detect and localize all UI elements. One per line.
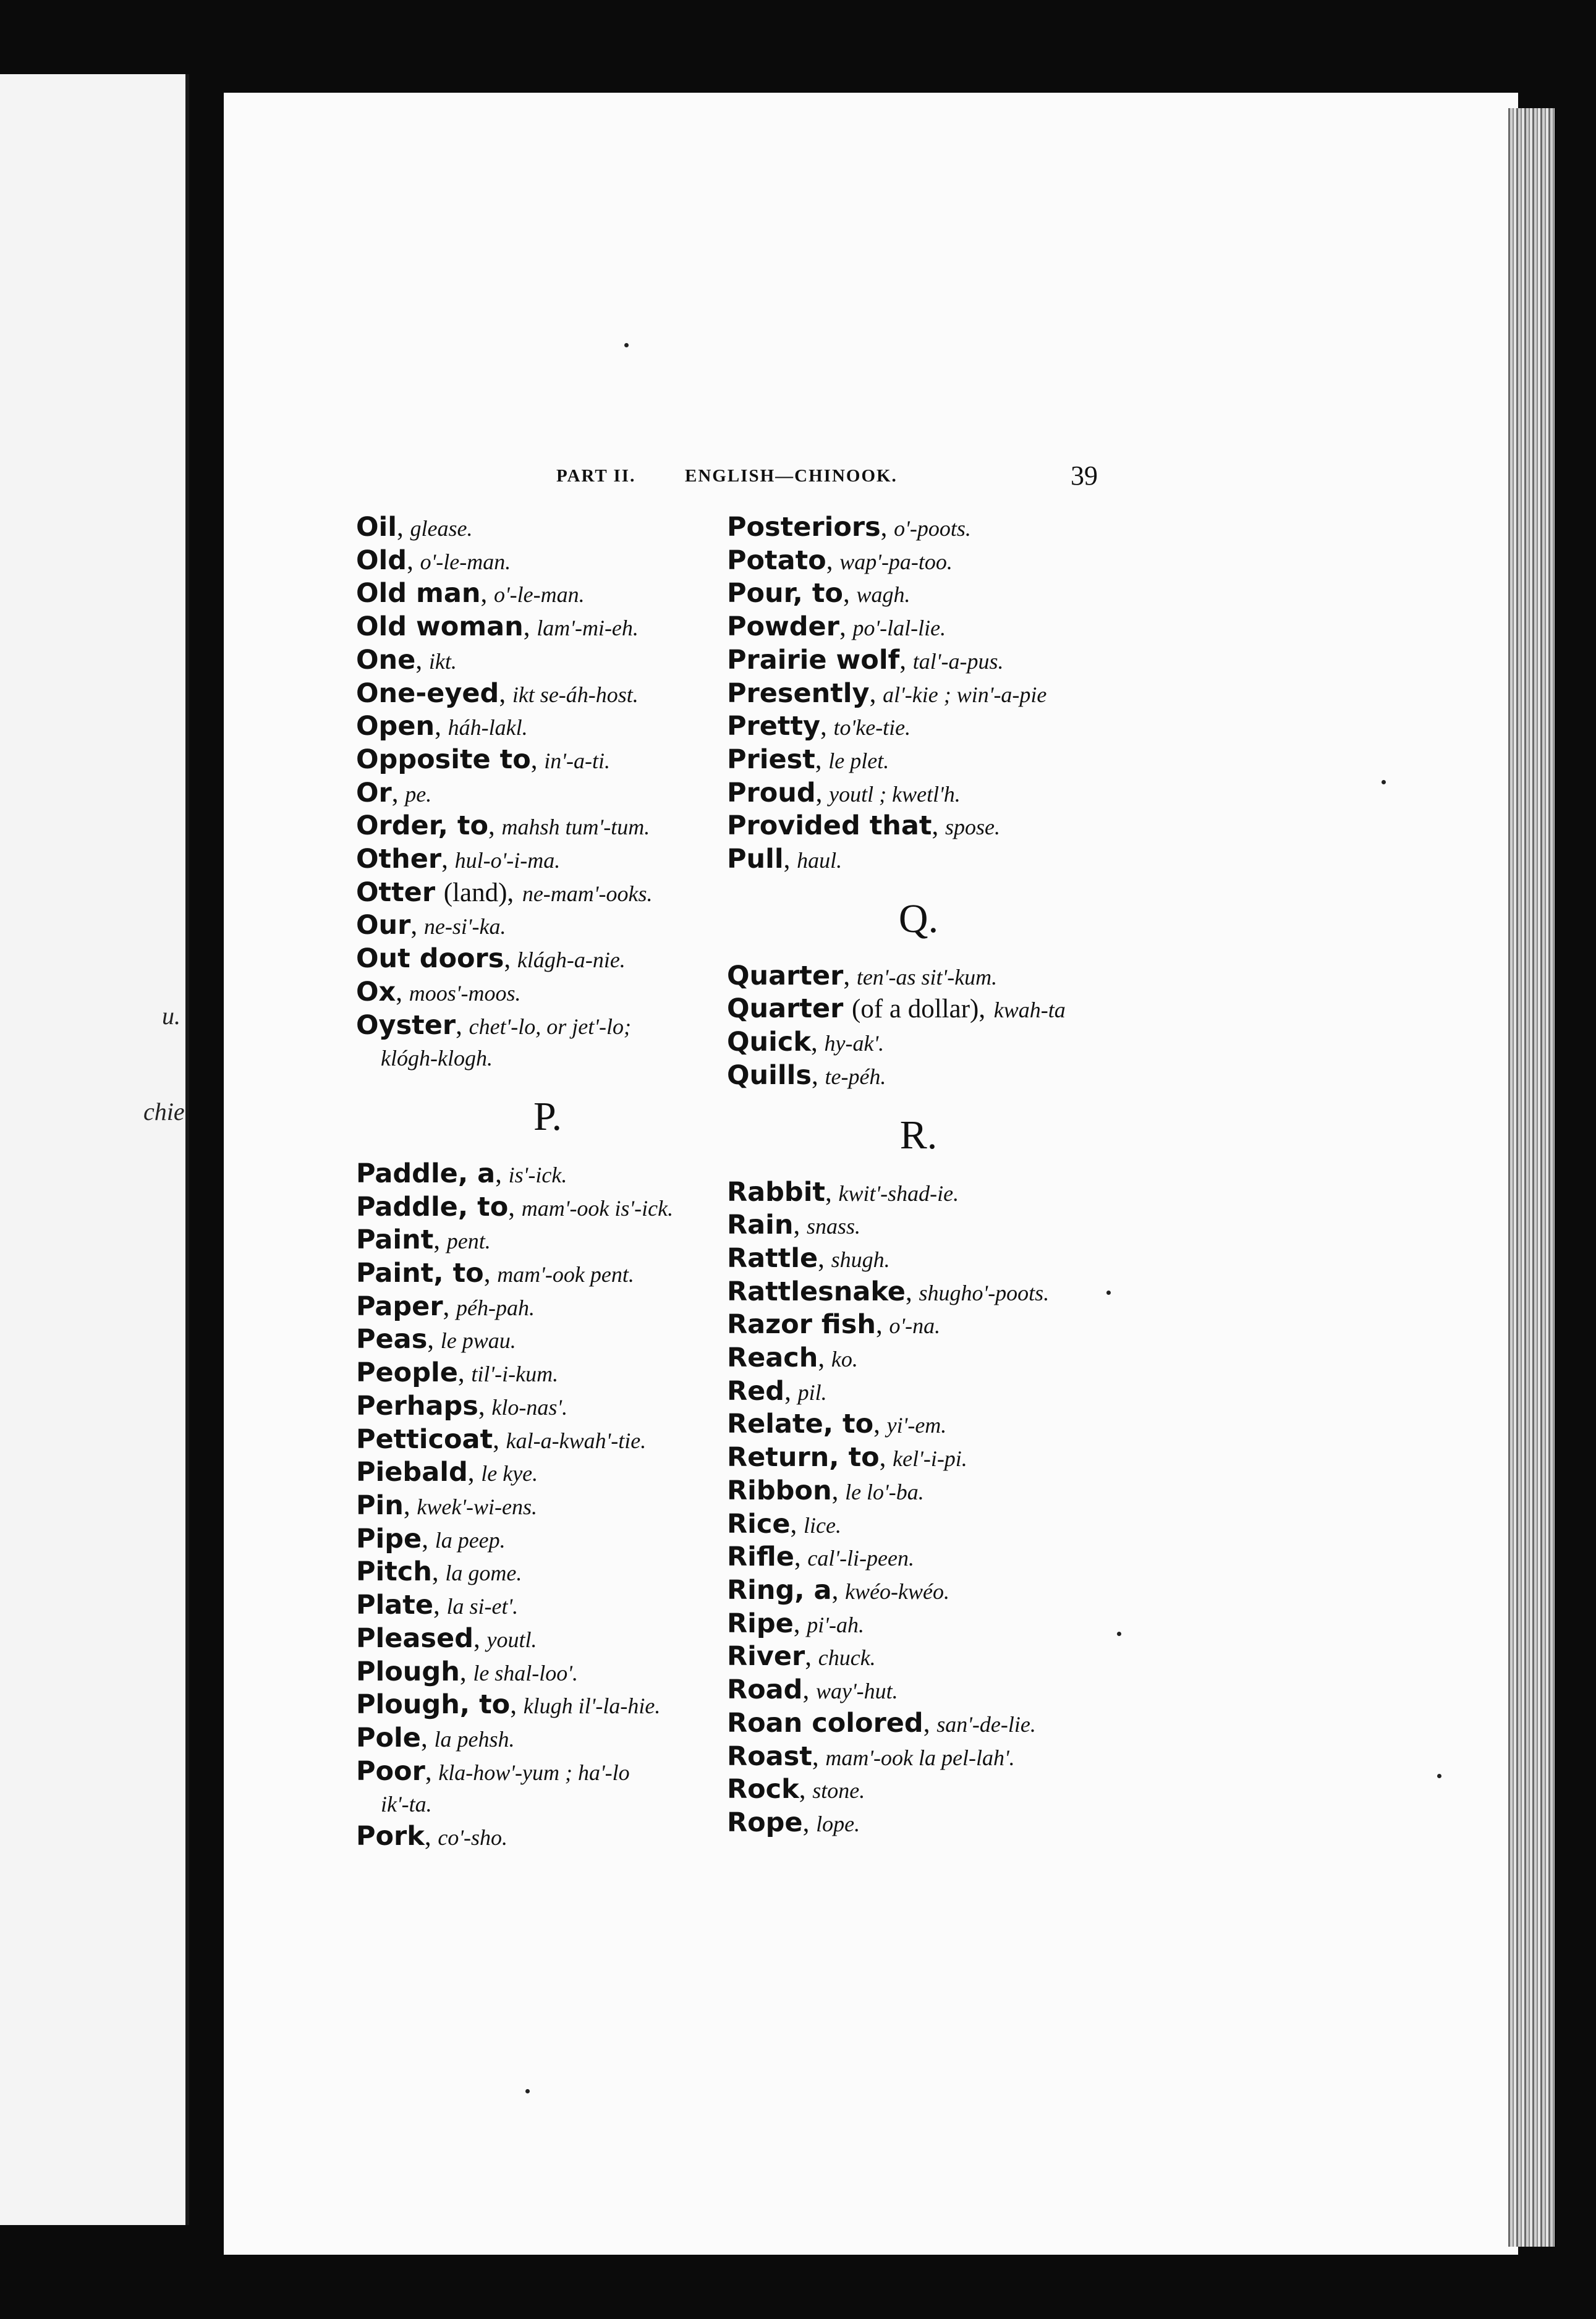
entry-headword: Rattle (727, 1242, 818, 1274)
dictionary-entry: Rattlesnake, shugho'-poots. (727, 1276, 1050, 1307)
entry-headword: Our (356, 910, 411, 941)
entry-headword: Quarter (727, 993, 844, 1025)
entry-translation: spose. (944, 815, 1000, 840)
dictionary-entry: Rock, stone. (727, 1774, 865, 1805)
dictionary-entry: Pole, la pehsh. (356, 1722, 515, 1753)
dictionary-entry: Plough, to, klugh il'-la-hie. (356, 1689, 661, 1721)
dictionary-entry (356, 877, 739, 910)
dictionary-entry: Provided that, spose. (727, 810, 1000, 842)
entry-headword: Roast (727, 1740, 812, 1772)
dictionary-entry: Powder, po'-lal-lie. (727, 611, 946, 643)
dictionary-entry: Pleased, youtl. (356, 1622, 537, 1654)
entry-translation: le lo'-ba. (845, 1479, 924, 1504)
entry-translation: moos'-moos. (409, 980, 521, 1006)
dictionary-entry: Pour, to, wagh. (727, 578, 910, 609)
entry-headword: Return, to (727, 1442, 880, 1473)
dictionary-entry: Paddle, to, mam'-ook is'-ick. (356, 1191, 674, 1223)
page-edge (1508, 108, 1555, 2247)
entry-headword: Ox (356, 976, 396, 1007)
entry-headword: Powder (727, 611, 839, 643)
entry-translation: la si-et'. (446, 1594, 519, 1619)
entry-headword: Paint, to (356, 1258, 484, 1289)
entry-headword: Rope (727, 1807, 803, 1838)
entry-headword: Quills (727, 1059, 812, 1091)
entry-translation: lope. (816, 1811, 860, 1836)
entry-headword: Pleased (356, 1622, 473, 1654)
entry-headword: Road (727, 1674, 803, 1706)
section-letter: R. (899, 1112, 938, 1158)
entry-headword: Paddle, to (356, 1191, 509, 1223)
entry-translation: in'-a-ti. (544, 748, 610, 773)
dictionary-column-left (356, 512, 739, 1854)
dictionary-entry: Road, way'-hut. (727, 1674, 898, 1706)
entry-translation: klo-nas'. (491, 1394, 568, 1420)
entry-headword: Old (356, 545, 407, 576)
entry-translation: haul. (797, 848, 843, 873)
entry-translation: mam'-ook la pel-lah'. (825, 1745, 1015, 1770)
entry-note: (land), (443, 878, 514, 907)
dictionary-entry: Quarter, ten'-as sit'-kum. (727, 960, 998, 991)
dictionary-entry: Razor fish, o'-na. (727, 1309, 941, 1341)
running-header (556, 462, 1100, 499)
entry-translation: ne-mam'-ooks. (522, 881, 653, 906)
entry-translation: ko. (831, 1347, 858, 1372)
dictionary-entry: Pull, haul. (727, 844, 843, 875)
dictionary-entry: Our, ne-si'-ka. (356, 910, 506, 941)
dictionary-entry: Reach, ko. (727, 1342, 858, 1374)
entry-headword: Ribbon (727, 1475, 832, 1506)
entry-translation: yi'-em. (886, 1413, 947, 1438)
entry-headword: Plough (356, 1656, 460, 1687)
dictionary-entry: One, ikt. (356, 644, 457, 676)
entry-headword: Poor (356, 1755, 425, 1787)
entry-headword: Rifle (727, 1541, 794, 1573)
entry-translation: mahsh tum'-tum. (501, 815, 650, 840)
dictionary-entry: Old woman, lam'-mi-eh. (356, 611, 639, 643)
entry-headword: Plate (356, 1590, 433, 1621)
dictionary-column-right (727, 512, 1110, 1841)
entry-translation: pil. (797, 1380, 827, 1405)
entry-translation: klágh-a-nie. (517, 948, 626, 973)
entry-headword: Petticoat (356, 1423, 493, 1455)
entry-translation: al'-kie ; win'-a-pie (883, 682, 1047, 707)
entry-headword: Quarter (727, 960, 844, 991)
entry-headword: Oil (356, 512, 397, 543)
entry-headword: People (356, 1357, 458, 1389)
entry-headword: Rice (727, 1508, 791, 1540)
entry-translation: pi'-ah. (807, 1612, 864, 1637)
dictionary-entry: Plough, le shal-loo'. (356, 1656, 578, 1687)
entry-headword: Reach (727, 1342, 818, 1374)
entry-headword: Pour, to (727, 578, 843, 609)
entry-translation: pe. (405, 781, 432, 807)
dictionary-entry: Perhaps, klo-nas'. (356, 1390, 568, 1422)
entry-headword: River (727, 1641, 805, 1672)
dictionary-entry: Ribbon, le lo'-ba. (727, 1475, 924, 1506)
dictionary-entry: Posteriors, o'-poots. (727, 512, 971, 543)
entry-headword: Pull (727, 844, 784, 875)
entry-translation: te-péh. (825, 1064, 886, 1089)
dictionary-entry: Other, hul-o'-i-ma. (356, 844, 561, 875)
entry-headword: Presently (727, 677, 870, 709)
entry-headword: Rain (727, 1210, 794, 1241)
dictionary-entry: Presently, al'-kie ; win'-a-pie (727, 677, 1047, 709)
entry-translation: kwek'-wi-ens. (417, 1494, 537, 1519)
dictionary-entry: Rifle, cal'-li-peen. (727, 1541, 915, 1573)
entry-headword: Paper (356, 1291, 443, 1322)
entry-translation: ne-si'-ka. (423, 914, 506, 939)
entry-headword: Priest (727, 744, 815, 775)
entry-headword: Potato (727, 545, 826, 576)
entry-headword: Quick (727, 1027, 811, 1058)
entry-translation: ikt se-áh-host. (512, 682, 639, 707)
dictionary-entry: Roan colored, san'-de-lie. (727, 1707, 1036, 1739)
dictionary-entry: Rope, lope. (727, 1807, 860, 1838)
entry-note: (of a dollar), (852, 994, 986, 1024)
dictionary-entry: Paper, péh-pah. (356, 1291, 535, 1322)
entry-translation: cal'-li-peen. (807, 1546, 915, 1571)
entry-headword: Pole (356, 1722, 421, 1753)
entry-headword: Proud (727, 777, 816, 808)
dictionary-entry: Pipe, la peep. (356, 1523, 506, 1554)
header-title: ENGLISH—CHINOOK. (685, 466, 898, 486)
entry-headword: Open (356, 711, 435, 742)
entry-translation: tal'-a-pus. (912, 648, 1004, 674)
dictionary-entry: Old man, o'-le-man. (356, 578, 585, 609)
entry-translation: la gome. (445, 1561, 522, 1586)
dictionary-entry: Ox, moos'-moos. (356, 976, 521, 1007)
entry-translation: o'-na. (889, 1313, 941, 1339)
facing-page-fragment: u. (162, 1002, 180, 1030)
dictionary-entry: Roast, mam'-ook la pel-lah'. (727, 1740, 1015, 1772)
entry-translation: kwit'-shad-ie. (838, 1181, 959, 1206)
dictionary-entry: Red, pil. (727, 1375, 827, 1407)
dictionary-entry: Oil, glease. (356, 512, 473, 543)
header-part: PART II. (556, 466, 636, 486)
dictionary-entry: One-eyed, ikt se-áh-host. (356, 677, 639, 709)
entry-headword: One (356, 644, 416, 676)
entry-translation: shugh. (831, 1247, 890, 1272)
dictionary-entry: Return, to, kel'-i-pi. (727, 1442, 967, 1473)
entry-headword: Razor fish (727, 1309, 876, 1341)
entry-headword: Other (356, 844, 442, 875)
entry-translation: le plet. (828, 748, 889, 773)
dictionary-entry: People, til'-i-kum. (356, 1357, 559, 1389)
entry-headword: Ring, a (727, 1574, 832, 1606)
facing-page (0, 74, 189, 2225)
entry-translation: shugho'-poots. (919, 1280, 1050, 1305)
dictionary-entry: Proud, youtl ; kwetl'h. (727, 777, 961, 808)
entry-headword: Relate, to (727, 1409, 874, 1440)
entry-translation: le shal-loo'. (473, 1660, 578, 1685)
entry-headword: Old man (356, 578, 481, 609)
dictionary-entry: Pork, co'-sho. (356, 1821, 508, 1852)
entry-translation: hul-o'-i-ma. (454, 848, 561, 873)
dictionary-entry: River, chuck. (727, 1641, 876, 1672)
dictionary-entry: Pin, kwek'-wi-ens. (356, 1490, 537, 1521)
dictionary-entry: Piebald, le kye. (356, 1457, 538, 1488)
entry-translation: ikt. (428, 648, 457, 674)
entry-translation: to'ke-tie. (833, 715, 911, 740)
entry-headword: Ripe (727, 1608, 794, 1639)
entry-translation-continued: klógh-klogh. (381, 1046, 493, 1071)
entry-translation: glease. (410, 516, 473, 541)
dictionary-entry: Potato, wap'-pa-too. (727, 545, 953, 576)
entry-headword: Pitch (356, 1556, 432, 1588)
dictionary-entry: Prairie wolf, tal'-a-pus. (727, 644, 1004, 676)
entry-translation: o'-le-man. (493, 582, 585, 608)
facing-page-fragment: chie (143, 1098, 185, 1126)
entry-translation: pent. (446, 1229, 491, 1254)
entry-translation: péh-pah. (456, 1295, 535, 1320)
entry-translation: wap'-pa-too. (839, 549, 953, 574)
entry-headword: Prairie wolf (727, 644, 900, 676)
entry-headword: Plough, to (356, 1689, 511, 1721)
entry-translation: way'-hut. (815, 1679, 898, 1704)
entry-headword: Old woman (356, 611, 524, 643)
entry-translation: kla-how'-yum ; ha'-lo (438, 1760, 630, 1785)
dictionary-entry: Rabbit, kwit'-shad-ie. (727, 1176, 959, 1208)
entry-headword: Out doors (356, 943, 504, 975)
dictionary-entry: Poor, kla-how'-yum ; ha'-lo ik'-ta. (356, 1756, 715, 1821)
entry-headword: Peas (356, 1324, 428, 1355)
dictionary-entry: Quills, te-péh. (727, 1059, 886, 1091)
entry-headword: Perhaps (356, 1390, 478, 1422)
dictionary-entry (727, 993, 1110, 1027)
dictionary-entry: Order, to, mahsh tum'-tum. (356, 810, 650, 842)
entry-translation: le kye. (481, 1461, 538, 1486)
dictionary-entry: Ripe, pi'-ah. (727, 1608, 864, 1639)
entry-translation: youtl. (486, 1627, 537, 1652)
dictionary-entry: Paddle, a, is'-ick. (356, 1158, 567, 1189)
entry-translation: san'-de-lie. (936, 1711, 1036, 1737)
entry-headword: Pretty (727, 711, 821, 742)
entry-translation-continued: ik'-ta. (381, 1792, 432, 1817)
entry-headword: Pork (356, 1821, 425, 1852)
entry-translation: lam'-mi-eh. (537, 616, 639, 641)
dictionary-entry: Out doors, klágh-a-nie. (356, 943, 626, 975)
dictionary-entry: Pitch, la gome. (356, 1556, 522, 1588)
dictionary-entry: Ring, a, kwéo-kwéo. (727, 1574, 950, 1606)
entry-translation: la pehsh. (434, 1726, 515, 1752)
entry-translation: til'-i-kum. (471, 1362, 559, 1387)
dictionary-entry: Rice, lice. (727, 1508, 841, 1540)
entry-translation: kel'-i-pi. (893, 1446, 967, 1472)
entry-headword: Paint (356, 1224, 434, 1256)
entry-translation: kwéo-kwéo. (845, 1579, 950, 1604)
entry-translation: chet'-lo, or jet'-lo; (469, 1014, 631, 1039)
entry-translation: la peep. (435, 1527, 506, 1553)
dictionary-entry: Old, o'-le-man. (356, 545, 511, 576)
entry-headword: Piebald (356, 1457, 468, 1488)
entry-headword: Rabbit (727, 1176, 825, 1208)
entry-translation: mam'-ook pent. (497, 1262, 634, 1287)
entry-headword: Rock (727, 1774, 799, 1805)
dictionary-entry: Priest, le plet. (727, 744, 889, 775)
entry-translation: háh-lakl. (448, 715, 528, 740)
dictionary-entry: Pretty, to'ke-tie. (727, 711, 911, 742)
entry-headword: Paddle, a (356, 1158, 496, 1189)
entry-translation: kal-a-kwah'-tie. (506, 1428, 647, 1453)
entry-headword: Posteriors (727, 512, 881, 543)
section-letter: Q. (898, 896, 939, 941)
entry-translation: youtl ; kwetl'h. (829, 781, 961, 807)
page-number: 39 (1071, 460, 1098, 491)
entry-headword: Rattlesnake (727, 1276, 906, 1307)
entry-translation: mam'-ook is'-ick. (521, 1195, 674, 1221)
dictionary-entry: Paint, pent. (356, 1224, 491, 1256)
entry-headword: Pin (356, 1490, 404, 1521)
dictionary-entry: Plate, la si-et'. (356, 1590, 519, 1621)
dictionary-entry: Relate, to, yi'-em. (727, 1409, 947, 1440)
entry-translation: is'-ick. (508, 1162, 567, 1187)
dictionary-entry: Paint, to, mam'-ook pent. (356, 1258, 634, 1289)
entry-translation: co'-sho. (438, 1825, 508, 1851)
entry-translation: klugh il'-la-hie. (523, 1694, 661, 1719)
dictionary-entry: Petticoat, kal-a-kwah'-tie. (356, 1423, 647, 1455)
entry-headword: Oyster (356, 1009, 456, 1041)
dictionary-entry: Rain, snass. (727, 1210, 861, 1241)
entry-headword: Order, to (356, 810, 488, 842)
entry-translation: hy-ak'. (824, 1031, 885, 1056)
entry-translation: kwah-ta (993, 998, 1066, 1023)
dictionary-entry: Peas, le pwau. (356, 1324, 516, 1355)
entry-translation: snass. (806, 1214, 861, 1239)
entry-translation: le pwau. (440, 1328, 516, 1354)
dictionary-entry: Rattle, shugh. (727, 1242, 890, 1274)
entry-headword: Otter (356, 876, 436, 908)
entry-headword: One-eyed (356, 677, 499, 709)
entry-translation: ten'-as sit'-kum. (856, 964, 998, 990)
entry-headword: Red (727, 1375, 785, 1407)
entry-translation: o'-poots. (894, 516, 971, 541)
dictionary-entry: Open, háh-lakl. (356, 711, 528, 742)
entry-translation: lice. (804, 1512, 841, 1538)
entry-translation: o'-le-man. (420, 549, 511, 574)
entry-headword: Roan colored (727, 1707, 923, 1739)
dictionary-entry: Oyster, chet'-lo, or jet'-lo; klógh-klogh. (356, 1010, 715, 1075)
dictionary-entry: Opposite to, in'-a-ti. (356, 744, 610, 775)
dictionary-entry: Quick, hy-ak'. (727, 1027, 885, 1058)
entry-headword: Pipe (356, 1523, 422, 1554)
section-letter: P. (533, 1093, 562, 1139)
entry-translation: stone. (812, 1778, 865, 1804)
entry-headword: Or (356, 777, 392, 808)
entry-translation: chuck. (818, 1645, 876, 1671)
entry-headword: Provided that (727, 810, 932, 842)
entry-headword: Opposite to (356, 744, 531, 775)
entry-translation: wagh. (856, 582, 910, 608)
entry-translation: po'-lal-lie. (852, 616, 946, 641)
dictionary-entry: Or, pe. (356, 777, 432, 808)
